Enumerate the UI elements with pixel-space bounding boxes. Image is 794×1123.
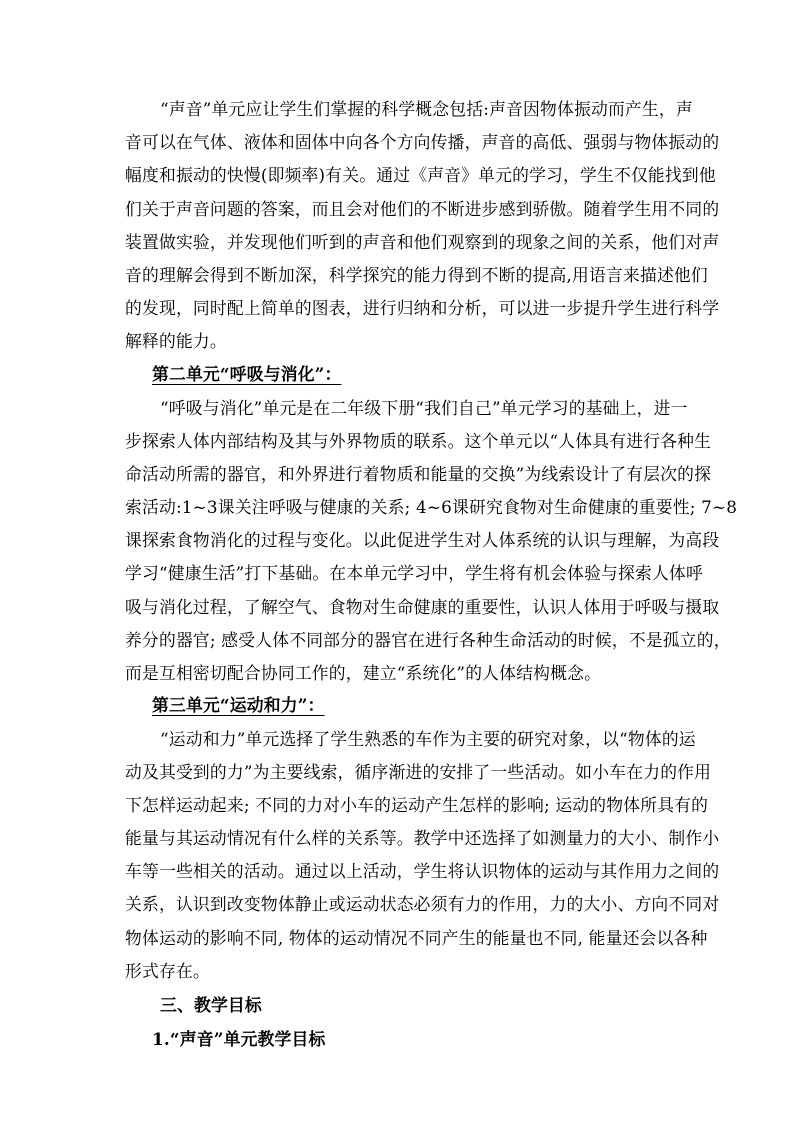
paragraph-2-line-4: 索活动:1~3课关注呼吸与健康的关系; 4~6课研究食物对生命健康的重要性; 7~8 — [125, 497, 738, 517]
paragraph-3-line-4: 能量与其运动情况有什么样的关系等。教学中还选择了如测量力的大小、制作小 — [125, 828, 720, 848]
paragraph-3-line-3: 下怎样运动起来; 不同的力对小车的运动产生怎样的影响; 运动的物体所具有的 — [125, 795, 709, 815]
paragraph-3-line-5: 车等一些相关的活动。通过以上活动，学生将认识物体的运动与其作用力之间的 — [125, 861, 720, 881]
paragraph-2-line-3: 命活动所需的器官，和外界进行着物质和能量的交换”为线索设计了有层次的探 — [125, 464, 712, 484]
paragraph-1-line-4: 们关于声音问题的答案，而且会对他们的不断进步感到骄傲。随着学生用不同的 — [125, 199, 720, 219]
paragraph-2-line-2: 步探索人体内部结构及其与外界物质的联系。这个单元以“人体具有进行各种生 — [125, 431, 712, 451]
paragraph-3-line-8: 形式存在。 — [125, 961, 210, 981]
paragraph-2-line-5: 课探索食物消化的过程与变化。以此促进学生对人体系统的认识与理解，为高段 — [125, 530, 720, 550]
paragraph-3-line-7: 物体运动的影响不同, 物体的运动情况不同产生的能量也不同, 能量还会以各种 — [125, 928, 708, 948]
section-3-heading: 三、教学目标 — [160, 995, 262, 1015]
paragraph-2-line-9: 而是互相密切配合协同工作的，建立“系统化”的人体结构概念。 — [125, 663, 602, 683]
paragraph-3-line-1: “运动和力”单元选择了学生熟悉的车作为主要的研究对象，以“物体的运 — [160, 729, 696, 749]
paragraph-1-line-1: “声音”单元应让学生们掌握的科学概念包括:声音因物体振动而产生，声 — [160, 99, 693, 119]
subsection-3-1-heading: 1.“声音”单元教学目标 — [152, 1029, 326, 1049]
paragraph-1-line-7: 的发现，同时配上简单的图表，进行归纳和分析，可以进一步提升学生进行科学 — [125, 298, 720, 318]
paragraph-1-line-8: 解释的能力。 — [125, 331, 227, 351]
paragraph-2-line-7: 吸与消化过程，了解空气、食物对生命健康的重要性，认识人体用于呼吸与摄取 — [125, 597, 720, 617]
paragraph-3-line-6: 关系，认识到改变物体静止或运动状态必须有力的作用，力的大小、方向不同对 — [125, 894, 720, 914]
paragraph-2-line-6: 学习“健康生活”打下基础。在本单元学习中，学生将有机会体验与探索人体呼 — [125, 563, 703, 583]
unit-2-heading: 第二单元“呼吸与消化”： — [152, 364, 342, 384]
paragraph-1-line-6: 音的理解会得到不断加深，科学探究的能力得到不断的提高,用语言来描述他们 — [125, 265, 708, 285]
paragraph-1-line-2: 音可以在气体、液体和固体中向各个方向传播，声音的高低、强弱与物体振动的 — [125, 132, 720, 152]
unit-3-heading: 第三单元“运动和力”： — [152, 695, 325, 715]
paragraph-3-line-2: 动及其受到的力”为主要线索，循序渐进的安排了一些活动。如小车在力的作用 — [125, 762, 712, 782]
paragraph-1-line-5: 装置做实验，并发现他们听到的声音和他们观察到的现象之间的关系，他们对声 — [125, 232, 720, 252]
paragraph-2-line-1: “呼吸与消化”单元是在二年级下册“我们自己”单元学习的基础上，进一 — [160, 398, 688, 418]
paragraph-2-line-8: 养分的器官; 感受人体不同部分的器官在进行各种生命活动的时候，不是孤立的， — [125, 630, 731, 650]
paragraph-1-line-3: 幅度和振动的快慢(即频率)有关。通过《声音》单元的学习，学生不仅能找到他 — [125, 165, 716, 185]
